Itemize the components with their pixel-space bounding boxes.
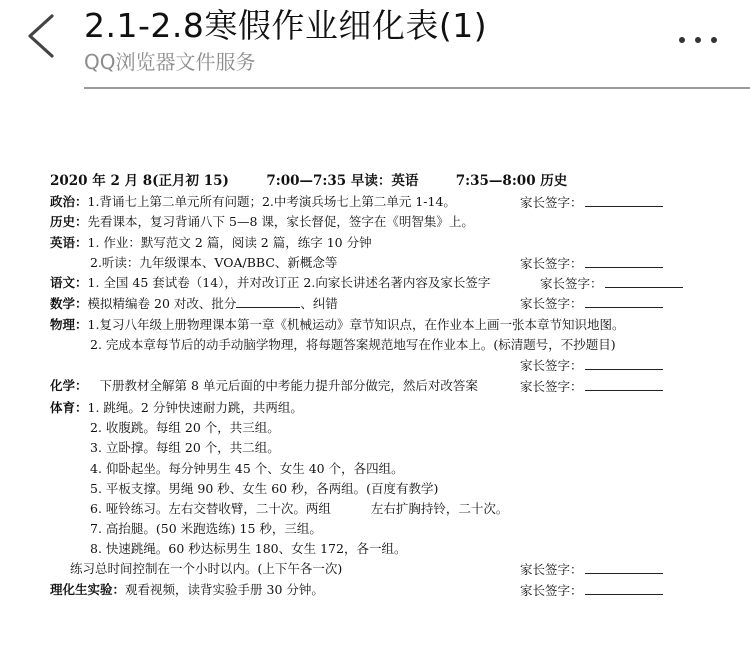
more-button[interactable] — [674, 28, 724, 42]
pe-signature — [520, 561, 663, 578]
chemistry-text: 下册教材全解第 8 单元后面的中考能力提升部分做完，然后对改答案 — [99, 378, 478, 393]
pe-item: 5. 平板支撑。男绳 90 秒、女生 60 秒，各两组。(百度有教学) — [90, 481, 439, 496]
english-signature — [520, 255, 663, 272]
document-title: 2.1-2.8寒假作业细化表(1) — [84, 6, 488, 45]
politics-label: 政治： — [50, 194, 88, 209]
history-label: 历史： — [50, 214, 88, 229]
politics-row — [50, 194, 456, 210]
physics-signature — [520, 357, 663, 374]
chemistry-label: 化学： — [50, 378, 88, 393]
pe-row — [50, 400, 303, 416]
chinese-signature — [540, 275, 683, 292]
back-button[interactable] — [22, 12, 62, 60]
signature-label: 家长签字： — [540, 276, 603, 291]
signature-label: 家长签字： — [520, 296, 583, 311]
slot2-label: 7:35—8:00 历史 — [455, 173, 568, 189]
chevron-left-icon — [22, 12, 58, 60]
pe-item-6: 6. 哑铃练习。左右交替收臂，二十次。两组 — [90, 501, 331, 516]
pe-item: 2. 收腹跳。每组 20 个，共三组。 — [90, 420, 280, 435]
physics-line1: 1.复习八年级上册物理课本第一章《机械运动》章节知识点，在作业本上画一张本章节知识地图。 — [87, 317, 625, 332]
math-blank-line — [236, 295, 300, 308]
math-text-before: 模拟精编卷 20 对改、批分 — [87, 296, 237, 311]
signature-line — [585, 357, 663, 370]
more-dots-icon — [679, 37, 685, 43]
signature-label: 家长签字： — [520, 379, 583, 394]
date-text: 2020 年 2 月 8(正月初 15) — [50, 173, 229, 189]
english-line2: 2.听读：九年级课本、VOA/BBC、新概念等 — [90, 255, 338, 270]
chinese-label: 语文： — [50, 275, 88, 290]
english-line1: 1. 作业：默写范文 2 篇，阅读 2 篇，练字 10 分钟 — [87, 235, 372, 250]
chemistry-signature — [520, 378, 663, 395]
pe-item: 8. 快速跳绳。60 秒达标男生 180、女生 172，各一组。 — [90, 541, 407, 556]
signature-label: 家长签字： — [520, 583, 583, 598]
lab-label: 理化生实验： — [50, 582, 126, 597]
pe-item-1: 1. 跳绳。2 分钟快速耐力跳，共两组。 — [87, 400, 303, 415]
lab-row — [50, 582, 324, 598]
signature-label: 家长签字： — [520, 562, 583, 577]
chinese-text: 1. 全国 45 套试卷（14），并对改订正 2.向家长讲述名著内容及家长签字 — [87, 275, 491, 290]
signature-line — [585, 561, 663, 574]
chinese-row — [50, 275, 490, 291]
signature-line — [585, 194, 663, 207]
signature-line — [585, 295, 663, 308]
politics-text: 1.背诵七上第二单元所有问题；2.中考演兵场七上第二单元 1-14。 — [87, 194, 456, 209]
signature-line — [605, 275, 683, 288]
english-row — [50, 235, 372, 251]
document-source: QQ浏览器文件服务 — [84, 50, 256, 74]
math-label: 数学： — [50, 296, 88, 311]
signature-label: 家长签字： — [520, 195, 583, 210]
pe-label: 体育： — [50, 400, 88, 415]
signature-label: 家长签字： — [520, 256, 583, 271]
physics-row-2 — [90, 337, 616, 353]
math-text-after: 、纠错 — [300, 296, 338, 311]
signature-line — [585, 378, 663, 391]
math-signature — [520, 295, 663, 312]
pe-time-note: 练习总时间控制在一个小时以内。(上下午各一次) — [70, 561, 343, 576]
date-line — [50, 173, 567, 189]
slot1-label: 早读：英语 — [350, 173, 419, 189]
signature-line — [585, 582, 663, 595]
physics-row — [50, 317, 624, 333]
signature-label: 家长签字： — [520, 358, 583, 373]
pe-item: 3. 立卧撑。每组 20 个，共二组。 — [90, 440, 280, 455]
physics-line2: 2. 完成本章每节后的动手动脑学物理，将每题答案规范地写在作业本上。(标清题号，不抄题目) — [90, 337, 616, 352]
pe-item — [90, 501, 508, 517]
signature-line — [585, 255, 663, 268]
pe-item: 7. 高抬腿。(50 米跑选练) 15 秒，三组。 — [90, 521, 322, 536]
top-bar — [0, 0, 750, 88]
chemistry-row — [50, 378, 478, 394]
english-row-2 — [90, 255, 337, 271]
pe-item-6-extra: 左右扩胸持铃，二十次。 — [370, 501, 509, 516]
history-row — [50, 214, 474, 230]
slot1-time: 7:00—7:35 — [266, 173, 347, 189]
lab-signature — [520, 582, 663, 599]
physics-label: 物理： — [50, 317, 88, 332]
document-page — [0, 89, 750, 648]
history-text: 先看课本，复习背诵八下 5—8 课，家长督促，签字在《明智集》上。 — [87, 214, 474, 229]
math-row — [50, 295, 338, 312]
pe-item: 4. 仰卧起坐。每分钟男生 45 个、女生 40 个，各四组。 — [90, 461, 404, 476]
lab-text: 观看视频，读背实验手册 30 分钟。 — [125, 582, 324, 597]
english-label: 英语： — [50, 235, 88, 250]
politics-signature — [520, 194, 663, 211]
